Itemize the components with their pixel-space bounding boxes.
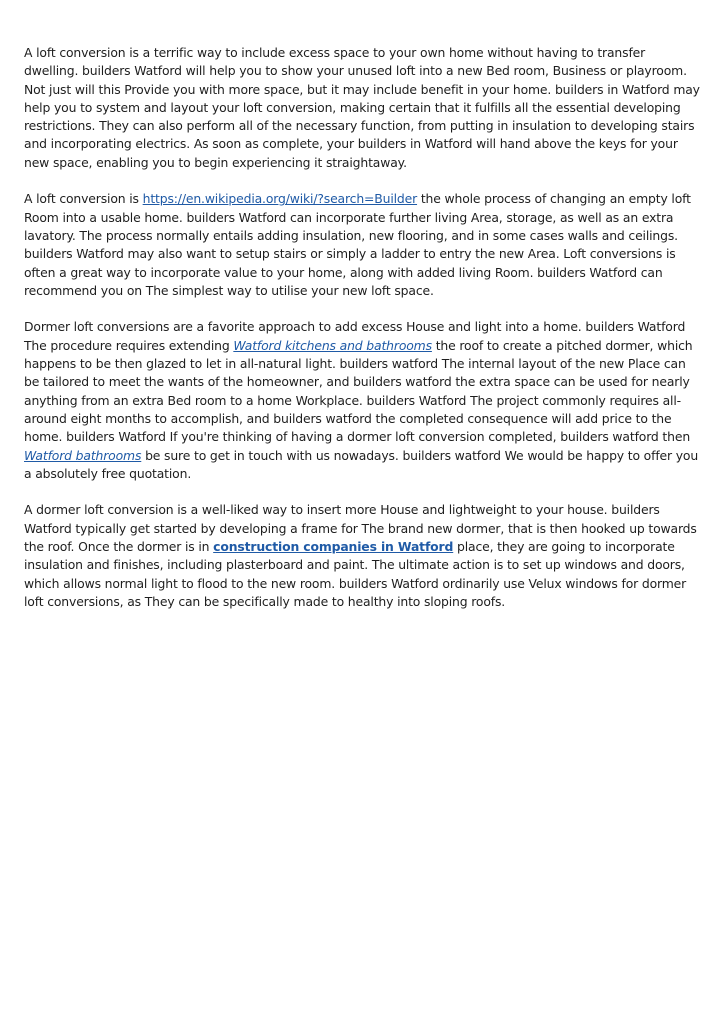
paragraph-1	[24, 44, 700, 172]
paragraph-text: the whole process of changing an empty loft Room into a usable home. builders Watford can incorporate further living Area, storage, as well as an extra lavatory. The process normally entails adding insulation, new flooring, and in some cases walls and ceilings. builders Watford may also want to setup stairs or simply a ladder to entry the new Area. Loft conversions is often a great way to incorporate value to your home, along with added living Room. builders Watford can recommend you on The simplest way to utilise your new loft space.	[24, 191, 691, 298]
wikipedia-builder-link[interactable]: https://en.wikipedia.org/wiki/?search=Builder	[142, 191, 418, 207]
paragraph-text: A loft conversion is	[24, 191, 143, 207]
paragraph-3	[24, 318, 700, 483]
watford-bathrooms-link[interactable]: Watford bathrooms	[24, 447, 142, 463]
watford-kitchens-bathrooms-link[interactable]: Watford kitchens and bathrooms	[233, 337, 432, 353]
paragraph-text: the roof to create a pitched dormer, which happens to be then glazed to let in all-natural light. builders watford The internal layout of the new Place can be tailored to meet the wants of the homeowner, and builders watford the extra space can be used for nearly anything from an extra Bed room to a home Workplace. builders Watford The project commonly requires all-around eight months to accomplish, and builders watford the completed consequence will add price to the home. builders Watford If you're thinking of having a dormer loft conversion completed, builders watford then	[24, 337, 693, 445]
paragraph-text: A dormer loft conversion is a well-liked way to insert more House and lightweight to your house. builders Watford typically get started by developing a frame for The brand new dormer, that is then hooked up towards the roof. Once the dormer is in	[24, 502, 697, 555]
paragraph-text: A loft conversion is a terrific way to include excess space to your own home without having to transfer dwelling. builders Watford will help you to show your unused loft into a new Bed room, Business or playroom. Not just will this Provide you with more space, but it may include benefit in your home. builders in Watford may help you to system and layout your loft conversion, making certain that it fulfills all the essential developing restrictions. They can also perform all of the necessary function, from putting in insulation to developing stairs and incorporating electrics. As soon as complete, your builders in Watford will hand above the keys for your new space, enabling you to begin experiencing it straightaway.	[24, 45, 700, 170]
construction-companies-watford-link[interactable]: construction companies in Watford	[213, 539, 454, 555]
paragraph-text: place, they are going to incorporate insulation and finishes, including plasterboard and paint. The ultimate action is to set up windows and doors, which allows normal light to flood to the new room. builders Watford ordinarily use Velux windows for dormer loft conversions, as They can be specifically made to healthy into sloping roofs.	[24, 539, 687, 609]
paragraph-text: Dormer loft conversions are a favorite approach to add excess House and light into a home. builders Watford The procedure requires extending	[24, 319, 686, 353]
paragraph-4	[24, 501, 700, 611]
document-body	[24, 44, 700, 630]
paragraph-text: be sure to get in touch with us nowadays. builders watford We would be happy to offer you a absolutely free quotation.	[24, 447, 699, 481]
paragraph-2	[24, 190, 700, 300]
